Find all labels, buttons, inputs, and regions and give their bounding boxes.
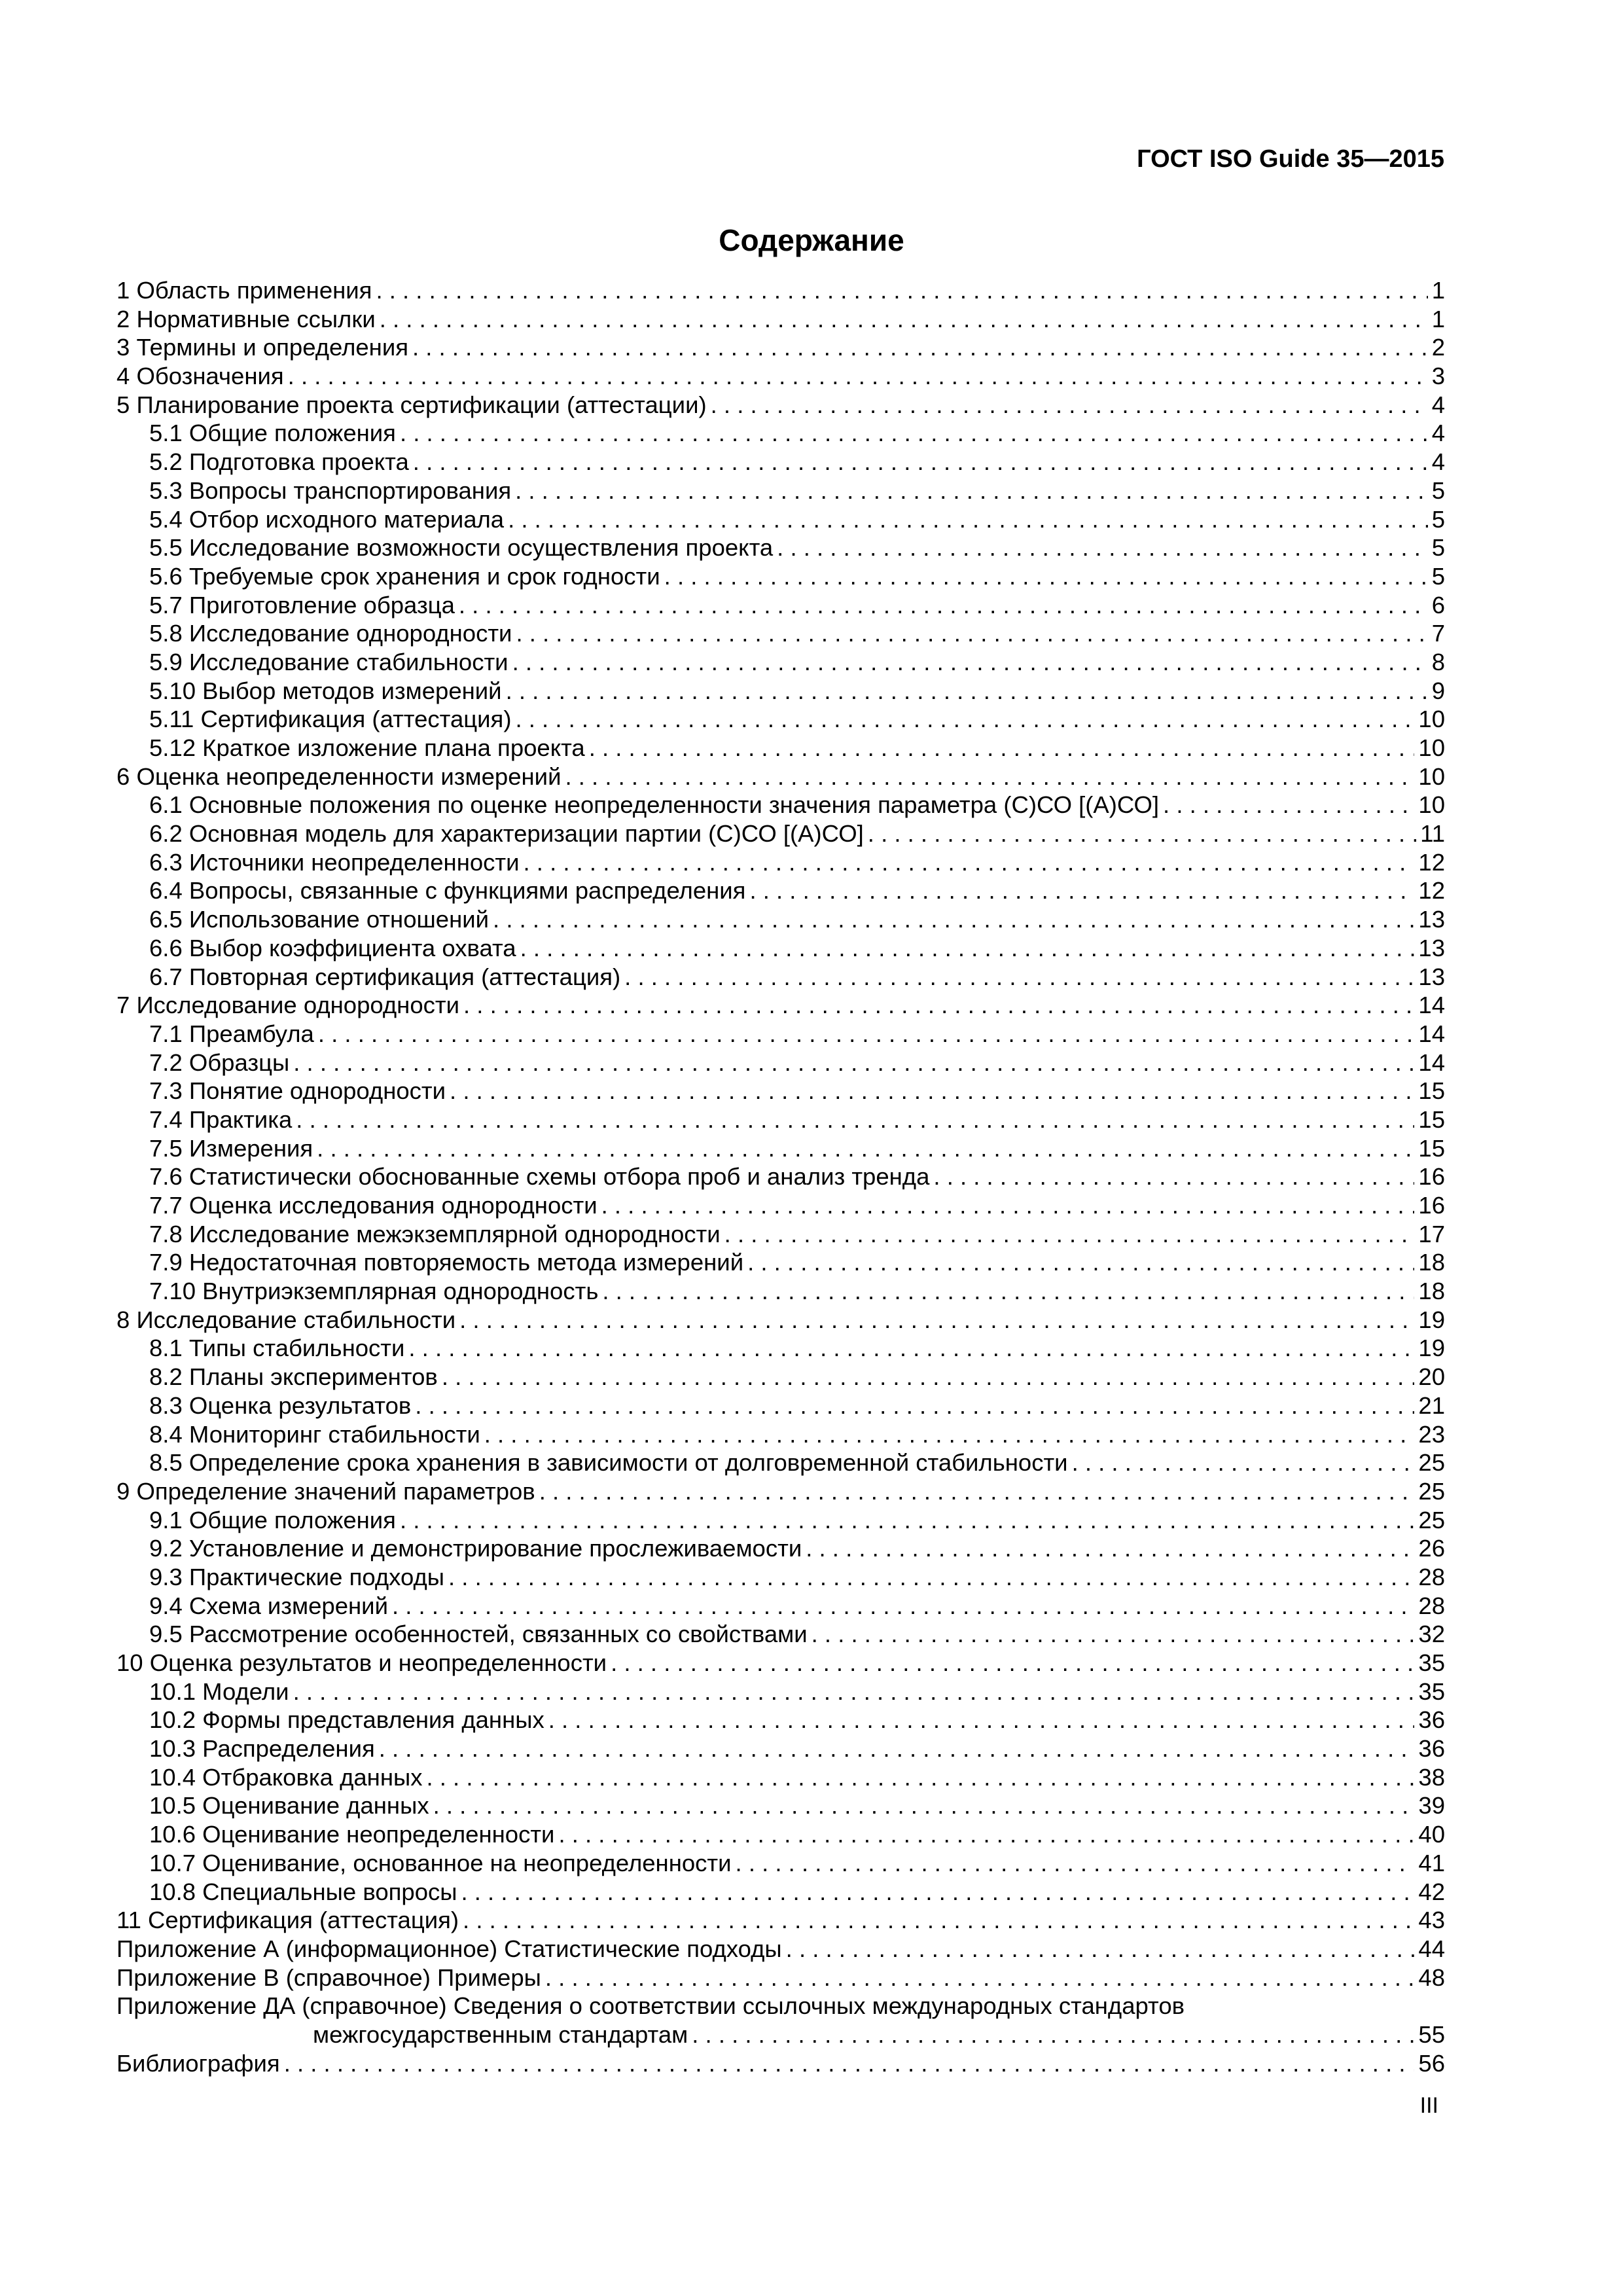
toc-entry-title: 5.9 Исследование стабильности [149, 648, 508, 675]
toc-entry-title: 8.3 Оценка результатов [149, 1391, 412, 1419]
dot-leader [512, 648, 1428, 677]
toc-entry[interactable] [116, 1734, 1445, 1763]
toc-entry-page: 2 [1431, 334, 1445, 361]
toc-entry-title: 7.8 Исследование межэкземплярной однородности [149, 1220, 721, 1247]
toc-entry[interactable] [116, 1820, 1445, 1849]
toc-entry-title: 7.4 Практика [149, 1105, 293, 1133]
toc-entry-page: 1 [1431, 305, 1445, 332]
toc-entry-title: 8.2 Планы экспериментов [149, 1363, 438, 1391]
toc-entry-title: Библиография [116, 2049, 280, 2077]
toc-entry[interactable] [116, 1420, 1445, 1449]
toc-entry-title: 5 Планирование проекта сертификации (аттестации) [116, 391, 707, 418]
dot-leader [933, 1162, 1414, 1191]
toc-entry[interactable] [116, 705, 1445, 734]
dot-leader [786, 1935, 1415, 1964]
dot-leader [868, 819, 1416, 848]
table-of-contents [116, 276, 1445, 2077]
toc-entry-title: 7.3 Понятие однородности [149, 1077, 446, 1105]
toc-entry[interactable] [116, 1506, 1445, 1535]
dot-leader [664, 562, 1428, 591]
dot-leader [288, 362, 1428, 391]
toc-entry-title: 6 Оценка неопределенности измерений [116, 762, 562, 790]
toc-entry[interactable] [116, 476, 1445, 505]
toc-entry-page: 4 [1431, 448, 1445, 476]
toc-entry-title: 5.8 Исследование однородности [149, 620, 512, 647]
toc-entry[interactable] [116, 1677, 1445, 1706]
toc-entry[interactable] [116, 791, 1445, 819]
toc-entry-title: 5.3 Вопросы транспортирования [149, 476, 512, 504]
dot-leader [433, 1791, 1415, 1820]
dot-leader [412, 333, 1428, 362]
dot-leader [1072, 1448, 1415, 1477]
toc-entry-page: 6 [1431, 591, 1445, 619]
toc-entry[interactable] [116, 1448, 1445, 1477]
dot-leader [493, 905, 1414, 934]
toc-entry[interactable] [116, 2049, 1445, 2078]
toc-entry-title: 5.1 Общие положения [149, 420, 396, 447]
toc-entry[interactable] [116, 1077, 1445, 1105]
toc-entry[interactable] [116, 1649, 1445, 1677]
dot-leader [724, 1220, 1415, 1249]
toc-entry-title: 8.4 Мониторинг стабильности [149, 1420, 480, 1448]
dot-leader [777, 533, 1428, 562]
dot-leader [318, 1020, 1415, 1049]
toc-entry-page: 43 [1418, 1907, 1445, 1934]
toc-entry-page: 15 [1418, 1105, 1445, 1133]
toc-entry[interactable] [116, 391, 1445, 420]
toc-entry[interactable] [116, 591, 1445, 620]
toc-entry-title: 10.7 Оценивание, основанное на неопределенности [149, 1849, 732, 1876]
toc-entry-page: 7 [1431, 620, 1445, 647]
dot-leader [611, 1649, 1414, 1677]
toc-entry[interactable] [116, 848, 1445, 877]
dot-leader [602, 1277, 1414, 1306]
toc-entry-title: 6.2 Основная модель для характеризации партии (С)СО [(А)СО] [149, 820, 864, 848]
toc-entry-title: Приложение В (справочное) Примеры [116, 1964, 541, 1991]
dot-leader [484, 1420, 1415, 1449]
dot-leader [426, 1763, 1414, 1792]
toc-entry-page: 19 [1418, 1306, 1445, 1333]
toc-entry[interactable] [116, 648, 1445, 677]
toc-entry-page: 8 [1431, 648, 1445, 675]
toc-entry-page: 13 [1418, 963, 1445, 990]
toc-entry-page: 36 [1418, 1735, 1445, 1763]
toc-entry-page: 15 [1418, 1134, 1445, 1162]
dot-leader [589, 734, 1415, 762]
toc-entry-title: 9.4 Схема измерений [149, 1592, 388, 1619]
toc-entry[interactable] [116, 1534, 1445, 1563]
toc-entry-page: 35 [1418, 1649, 1445, 1676]
dot-leader [565, 762, 1414, 791]
toc-entry-page: 25 [1418, 1477, 1445, 1505]
toc-entry[interactable] [116, 1248, 1445, 1277]
toc-entry[interactable] [116, 1906, 1445, 1935]
toc-entry[interactable] [116, 991, 1445, 1020]
toc-entry-title: 5.5 Исследование возможности осуществления проекта [149, 534, 774, 562]
toc-entry-title: 5.10 Выбор методов измерений [149, 677, 502, 704]
toc-entry-page: 18 [1418, 1249, 1445, 1276]
toc-entry-title: 9 Определение значений параметров [116, 1477, 535, 1505]
dot-leader [516, 619, 1427, 648]
toc-entry-page: 10 [1418, 706, 1445, 733]
toc-entry-title: 7.7 Оценка исследования однородности [149, 1192, 597, 1219]
toc-entry[interactable] [116, 1191, 1445, 1220]
dot-leader [317, 1134, 1414, 1163]
toc-entry-title: 7.10 Внутриэкземплярная однородность [149, 1278, 599, 1305]
toc-entry[interactable] [116, 1363, 1445, 1391]
toc-entry-page: 16 [1418, 1192, 1445, 1219]
dot-leader [463, 1906, 1414, 1935]
toc-entry-title: 2 Нормативные ссылки [116, 305, 376, 332]
toc-entry-page: 13 [1418, 906, 1445, 933]
dot-leader [806, 1534, 1414, 1563]
toc-entry-title: 6.4 Вопросы, связанные с функциями распределения [149, 877, 746, 905]
toc-entry-title: 11 Сертификация (аттестация) [116, 1907, 459, 1934]
dot-leader [624, 963, 1414, 992]
toc-entry[interactable] [116, 762, 1445, 791]
toc-entry-title: 9.5 Рассмотрение особенностей, связанных со свойствами [149, 1621, 808, 1648]
toc-entry-page: 41 [1418, 1849, 1445, 1876]
toc-entry-page: 48 [1418, 1964, 1445, 1991]
toc-entry-page: 32 [1418, 1621, 1445, 1648]
toc-entry[interactable] [116, 819, 1445, 848]
toc-entry-page: 21 [1418, 1391, 1445, 1419]
toc-entry-page: 12 [1418, 848, 1445, 876]
toc-entry-title: 5.2 Подготовка проекта [149, 448, 409, 476]
dot-leader [284, 2049, 1415, 2078]
toc-entry-title: 8 Исследование стабильности [116, 1306, 456, 1333]
toc-entry-page: 5 [1431, 505, 1445, 533]
toc-entry[interactable] [116, 1849, 1445, 1878]
toc-entry[interactable] [116, 2020, 1445, 2049]
toc-entry-page: 4 [1431, 420, 1445, 447]
dot-leader [812, 1620, 1415, 1649]
toc-entry[interactable] [116, 1391, 1445, 1420]
toc-entry-page: 56 [1418, 2049, 1445, 2077]
toc-entry-page: 25 [1418, 1449, 1445, 1477]
toc-entry-page: 44 [1418, 1935, 1445, 1962]
toc-entry-page: 20 [1418, 1363, 1445, 1391]
toc-entry[interactable] [116, 333, 1445, 362]
toc-entry[interactable] [116, 1992, 1445, 2020]
toc-entry-page: 17 [1418, 1220, 1445, 1247]
toc-entry[interactable] [116, 1477, 1445, 1506]
toc-entry[interactable] [116, 1964, 1445, 1992]
dot-leader [415, 1391, 1414, 1420]
toc-entry-title: 3 Термины и определения [116, 334, 408, 361]
toc-entry[interactable] [116, 1220, 1445, 1249]
dot-leader [293, 1049, 1414, 1077]
toc-entry-title: 6.1 Основные положения по оценке неопределенности значения параметра (С)СО [(А)СО] [149, 791, 1160, 819]
document-designation: ГОСТ ISO Guide 35—2015 [1137, 145, 1444, 173]
toc-entry-title: 7.6 Статистически обоснованные схемы отбора проб и анализ тренда [149, 1163, 930, 1191]
toc-entry[interactable] [116, 1306, 1445, 1335]
toc-entry-page: 3 [1431, 363, 1445, 390]
toc-entry[interactable] [116, 505, 1445, 534]
toc-entry-page: 1 [1431, 277, 1445, 304]
toc-entry-title: 5.6 Требуемые срок хранения и срок годности [149, 562, 660, 590]
dot-leader [747, 1248, 1414, 1277]
toc-entry[interactable] [116, 362, 1445, 391]
toc-entry-title: 9.1 Общие положения [149, 1506, 396, 1534]
dot-leader [515, 476, 1428, 505]
toc-entry-title: 5.12 Краткое изложение плана проекта [149, 734, 585, 761]
toc-entry-title: 6.5 Использование отношений [149, 906, 490, 933]
toc-entry[interactable] [116, 1020, 1445, 1049]
toc-entry[interactable] [116, 905, 1445, 934]
toc-entry-page: 25 [1418, 1506, 1445, 1534]
toc-entry-page: 14 [1418, 992, 1445, 1019]
toc-entry-title: 5.4 Отбор исходного материала [149, 505, 505, 533]
toc-entry-title: 6.7 Повторная сертификация (аттестация) [149, 963, 621, 990]
toc-entry[interactable] [116, 1162, 1445, 1191]
toc-entry-title: 4 Обозначения [116, 363, 284, 390]
toc-entry-title: 7.9 Недостаточная повторяемость метода измерений [149, 1249, 744, 1276]
toc-entry-title: 10.6 Оценивание неопределенности [149, 1821, 555, 1848]
toc-entry-page: 14 [1418, 1020, 1445, 1047]
dot-leader [392, 1592, 1414, 1621]
toc-entry-page: 42 [1418, 1878, 1445, 1905]
toc-entry-title: межгосударственным стандартам [313, 2020, 688, 2048]
toc-entry[interactable] [116, 1935, 1445, 1964]
toc-entry[interactable] [116, 305, 1445, 334]
dot-leader [379, 1734, 1415, 1763]
toc-entry-page: 36 [1418, 1706, 1445, 1734]
toc-entry[interactable] [116, 734, 1445, 762]
toc-entry-page: 23 [1418, 1420, 1445, 1448]
dot-leader [408, 1334, 1414, 1363]
dot-leader [524, 848, 1415, 877]
toc-entry-page: 28 [1418, 1563, 1445, 1590]
dot-leader [601, 1191, 1415, 1220]
dot-leader [448, 1563, 1414, 1592]
toc-entry-title: 5.7 Приготовление образца [149, 591, 455, 619]
dot-leader [400, 419, 1428, 448]
toc-entry-title: 10.2 Формы представления данных [149, 1706, 544, 1734]
toc-entry[interactable] [116, 619, 1445, 648]
toc-entry-title: 5.11 Сертификация (аттестация) [149, 706, 512, 733]
dot-leader [413, 448, 1428, 476]
toc-entry-page: 19 [1418, 1335, 1445, 1362]
toc-entry[interactable] [116, 677, 1445, 706]
toc-entry-title: Приложение А (информационное) Статистические подходы [116, 1935, 782, 1962]
toc-entry-page: 10 [1418, 762, 1445, 790]
toc-entry-page: 5 [1431, 476, 1445, 504]
toc-entry-title: 7.2 Образцы [149, 1049, 290, 1076]
toc-entry-page: 55 [1418, 2020, 1445, 2048]
dot-leader [400, 1506, 1414, 1535]
toc-entry-page: 26 [1418, 1535, 1445, 1562]
toc-entry[interactable] [116, 1105, 1445, 1134]
dot-leader [749, 876, 1414, 905]
toc-entry-title: 6.3 Источники неопределенности [149, 848, 520, 876]
toc-entry-page: 35 [1418, 1677, 1445, 1705]
toc-entry[interactable] [116, 1334, 1445, 1363]
toc-entry-title: 10 Оценка результатов и неопределенности [116, 1649, 607, 1676]
dot-leader [461, 1878, 1414, 1907]
page-number: III [1419, 2093, 1438, 2118]
dot-leader [463, 991, 1414, 1020]
toc-entry-page: 11 [1420, 820, 1445, 848]
toc-entry[interactable] [116, 276, 1445, 305]
toc-entry-title: 7.5 Измерения [149, 1134, 313, 1162]
toc-entry-title: 10.5 Оценивание данных [149, 1792, 429, 1820]
toc-entry-page: 4 [1431, 391, 1445, 418]
toc-entry-page: 14 [1418, 1049, 1445, 1076]
toc-entry[interactable] [116, 1592, 1445, 1621]
dot-leader [539, 1477, 1415, 1506]
toc-entry-title: Приложение ДА (справочное) Сведения о соответствии ссылочных международных стандартов [116, 1992, 1185, 2020]
dot-leader [545, 1964, 1415, 1992]
toc-entry-title: 6.6 Выбор коэффициента охвата [149, 934, 516, 961]
toc-entry[interactable] [116, 934, 1445, 963]
toc-entry-page: 38 [1418, 1763, 1445, 1791]
dot-leader [692, 2020, 1414, 2049]
toc-entry-page: 39 [1418, 1792, 1445, 1820]
toc-entry-page: 10 [1418, 734, 1445, 761]
toc-entry-page: 28 [1418, 1592, 1445, 1619]
toc-entry-page: 5 [1431, 534, 1445, 562]
dot-leader [450, 1077, 1414, 1105]
toc-entry[interactable] [116, 1277, 1445, 1306]
toc-entry-page: 13 [1418, 934, 1445, 961]
dot-leader [515, 705, 1414, 734]
toc-entry-title: 7 Исследование однородности [116, 992, 459, 1019]
toc-entry-page: 15 [1418, 1077, 1445, 1105]
toc-entry-title: 1 Область применения [116, 277, 372, 304]
toc-entry-page: 10 [1418, 791, 1445, 819]
dot-leader [548, 1706, 1415, 1734]
toc-entry[interactable] [116, 1049, 1445, 1077]
dot-leader [508, 505, 1428, 534]
dot-leader [293, 1677, 1415, 1706]
dot-leader [376, 276, 1427, 305]
dot-leader [296, 1105, 1414, 1134]
toc-entry-title: 9.2 Установление и демонстрирование прослеживаемости [149, 1535, 802, 1562]
toc-entry-title: 7.1 Преамбула [149, 1020, 314, 1047]
dot-leader [1163, 791, 1414, 819]
toc-entry-title: 10.1 Модели [149, 1677, 289, 1705]
toc-entry[interactable] [116, 533, 1445, 562]
dot-leader [558, 1820, 1414, 1849]
toc-entry-title: 10.4 Отбраковка данных [149, 1763, 423, 1791]
dot-leader [459, 591, 1428, 620]
dot-leader [506, 677, 1428, 706]
dot-leader [459, 1306, 1414, 1335]
dot-leader [736, 1849, 1415, 1878]
toc-entry[interactable] [116, 419, 1445, 448]
toc-entry[interactable] [116, 1134, 1445, 1163]
toc-entry[interactable] [116, 1791, 1445, 1820]
toc-entry[interactable] [116, 1763, 1445, 1792]
toc-entry-page: 16 [1418, 1163, 1445, 1191]
toc-entry[interactable] [116, 963, 1445, 992]
toc-entry[interactable] [116, 1706, 1445, 1734]
dot-leader [711, 391, 1428, 420]
toc-entry[interactable] [116, 448, 1445, 476]
toc-entry[interactable] [116, 876, 1445, 905]
toc-entry-page: 9 [1431, 677, 1445, 704]
toc-entry-page: 18 [1418, 1278, 1445, 1305]
toc-entry-page: 12 [1418, 877, 1445, 905]
toc-entry-title: 10.8 Специальные вопросы [149, 1878, 457, 1905]
toc-entry-title: 10.3 Распределения [149, 1735, 375, 1763]
toc-entry-title: 8.1 Типы стабильности [149, 1335, 405, 1362]
toc-title: Содержание [719, 223, 904, 257]
toc-entry[interactable] [116, 562, 1445, 591]
dot-leader [442, 1363, 1415, 1391]
toc-entry-title: 8.5 Определение срока хранения в зависимости от долговременной стабильности [149, 1449, 1068, 1477]
toc-entry[interactable] [116, 1620, 1445, 1649]
dot-leader [520, 934, 1415, 963]
dot-leader [380, 305, 1428, 334]
toc-entry-page: 40 [1418, 1821, 1445, 1848]
toc-entry[interactable] [116, 1878, 1445, 1907]
toc-entry-title: 9.3 Практические подходы [149, 1563, 444, 1590]
toc-entry-page: 5 [1431, 562, 1445, 590]
toc-entry[interactable] [116, 1563, 1445, 1592]
